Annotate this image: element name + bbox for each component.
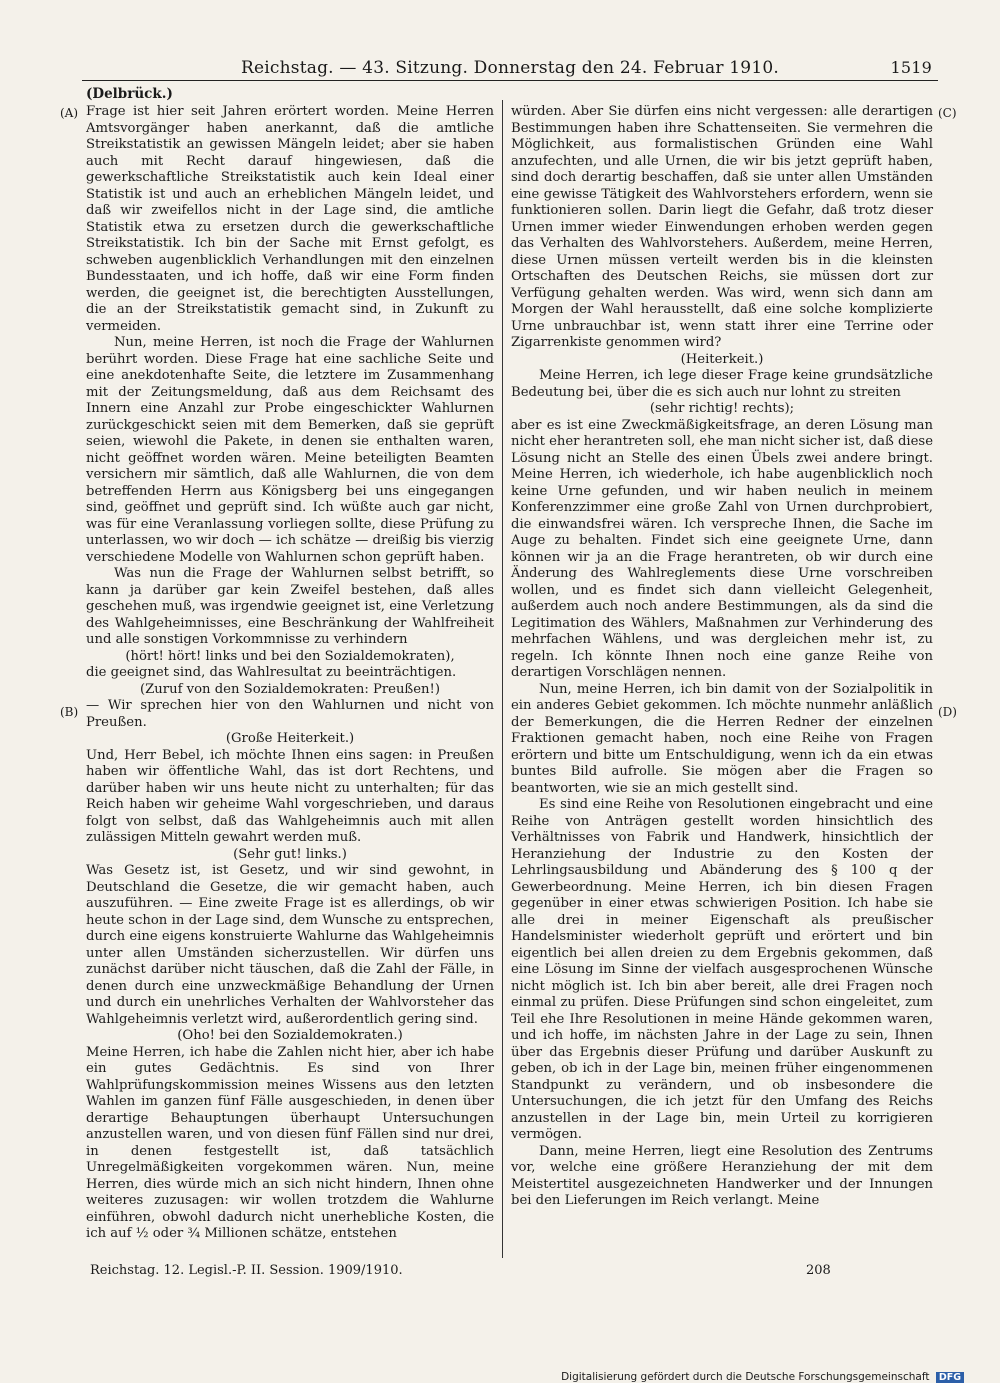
paragraph: Nun, meine Herren, ist noch die Frage der Wahlurnen berührt worden. Diese Frage hat eine sachliche Seite und eine anekdotenhafte Seite, die letztere im Zusammenhang mit der Zeitungsmeldung, daß aus dem Reichsamt des Innern eine Anzahl zur Probe eingeschickter Wahlurnen zurückgeschickt seien mit dem Bemerken, daß sie geprüft seien, wiewohl die Pakete, in denen sie enthalten waren, nicht geöffnet worden wären. Meine beteiligten Beamten versichern mir sämtlich, daß alle Wahlurnen, die von dem betreffenden Herrn aus Königsberg bei uns eingegangen sind, geöffnet und geprüft sind. Ich wüßte auch gar nicht, was für eine Veranlassung vorliegen sollte, diese Prüfung zu unterlassen, wo wir doch — ich schätze — dreißig bis vierzig verschiedene Modelle von Wahlurnen schon geprüft haben.	[86, 335, 494, 565]
header-title: Reichstag. — 43. Sitzung. Donnerstag den 24. Februar 1910.	[241, 58, 779, 78]
page-header	[82, 58, 938, 81]
paragraph: Meine Herren, ich habe die Zahlen nicht hier, aber ich habe ein gutes Gedächtnis. Es sind von Ihrer Wahlprüfungskommission meines Wissens aus den letzten Wahlen im ganzen fünf Fälle ausgeschieden, in denen über derartige Behauptungen überhaupt Untersuchungen anzustellen waren, und von diesen fünf Fällen sind nur drei, in denen festgestellt ist, daß tatsächlich Unregelmäßigkeiten vorgekommen wären. Nun, meine Herren, dies würde mich an sich nicht hindern, Ihnen ohne weiteres zuzusagen: wir wollen trotzdem die Wahlurne einführen, obwohl dadurch nicht unerhebliche Kosten, die ich auf ½ oder ¾ Millionen schätze, entstehen	[86, 1044, 494, 1241]
paragraph: aber es ist eine Zweckmäßigkeitsfrage, an deren Lösung man nicht eher herantreten soll, ehe man nicht sicher ist, daß diese Lösung nicht an Stelle des einen Übels zwei andere bringt. Meine Herren, ich wiederhole, ich habe augenblicklich noch keine Urne gefunden, und wir haben neulich in meinem Konferenzzimmer eine große Zahl von Urnen durchprobiert, die einwandsfrei wären. Ich verspreche Ihnen, die Sache im Auge zu behalten. Findet sich eine geeignete Urne, dann können wir ja an die Frage herantreten, ob wir durch eine Änderung des Wahlreglements diese Urne vorschreiben wollen, und es findet sich dann vielleicht Gelegenheit, außerdem auch noch andere Bestimmungen, als da sind die Legitimation des Wählers, Maßnahmen zur Verhinderung des mehrfachen Wählens, und was dergleichen mehr ist, zu regeln. Ich könnte Ihnen noch eine ganze Reihe von derartigen Vorschlägen nennen.	[511, 417, 933, 680]
interjection: (Sehr gut! links.)	[233, 846, 347, 862]
dfg-credit	[561, 1371, 964, 1383]
interjection: (hört! hört! links und bei den Sozialdemokraten),	[125, 648, 455, 664]
paragraph: Meine Herren, ich lege dieser Frage keine grundsätzliche Bedeutung bei, über die es sich auch nur lohnt zu streiten	[511, 368, 933, 400]
paragraph: Und, Herr Bebel, ich möchte Ihnen eins sagen: in Preußen haben wir öffentliche Wahl, das ist dort Rechtens, und darüber haben wir uns heute nicht zu unterhalten; für das Reich haben wir geheime Wahl vorgeschrieben, und daraus folgt von selbst, daß das Wahlgeheimnis auch mit allen zulässigen Mitteln gewahrt werden muß.	[86, 747, 494, 845]
page-number: 1519	[890, 58, 932, 77]
interjection: (sehr richtig! rechts);	[649, 401, 795, 416]
paragraph: Was Gesetz ist, ist Gesetz, und wir sind gewohnt, in Deutschland die Gesetze, die wir gemacht haben, auch auszuführen. — Eine zweite Frage ist es allerdings, ob wir heute schon in der Lage sind, dem Wunsche zu entsprechen, durch eine eigens konstruierte Wahlurne das Wahlgeheimnis unter allen Umständen sicherzustellen. Wir dürfen uns zunächst darüber nicht täuschen, daß die Zahl der Fälle, in denen durch eine unzweckmäßige Behandlung der Urnen und durch ein unehrliches Verhalten der Wahlvorsteher das Wahlgeheimnis verletzt wird, außerordentlich gering sind.	[86, 863, 494, 1027]
footer-session: Reichstag. 12. Legisl.-P. II. Session. 1909/1910.	[90, 1263, 403, 1278]
margin-marker-c: (C)	[938, 106, 957, 120]
paragraph: Was nun die Frage der Wahlurnen selbst betrifft, so kann ja darüber gar kein Zweifel bestehen, daß alles geschehen muß, was irgendwie geeignet ist, eine Verletzung des Wahlgeheimnisses, eine Beschränkung der Wahlfreiheit und alle sonstigen Vorkommnisse zu verhindern	[86, 566, 494, 647]
dfg-logo: DFG	[936, 1372, 964, 1383]
margin-marker-d: (D)	[938, 705, 957, 719]
interjection: (Zuruf von den Sozialdemokraten: Preußen!)	[139, 681, 440, 697]
margin-marker-a: (A)	[60, 106, 79, 120]
paragraph: — Wir sprechen hier von den Wahlurnen und nicht von Preußen.	[86, 698, 494, 730]
dfg-credit-text: Digitalisierung gefördert durch die Deutsche Forschungsgemeinschaft	[561, 1371, 930, 1383]
interjection: (Oho! bei den Sozialdemokraten.)	[177, 1028, 403, 1043]
paragraph: die geeignet sind, das Wahlresultat zu beeinträchtigen.	[86, 665, 457, 680]
left-column	[86, 104, 494, 1243]
interjection: (Große Heiterkeit.)	[225, 731, 355, 746]
interjection: (Heiterkeit.)	[680, 351, 764, 367]
paragraph: würden. Aber Sie dürfen eins nicht vergessen: alle derartigen Bestimmungen haben ihre Schattenseiten. Sie vermehren die Möglichkeit, aus formalistischen Gründen eine Wahl anzufechten, und alle Urnen, die wir bis jetzt geprüft haben, sind doch derartig beschaffen, daß sie unter allen Umständen eine gewisse Tätigkeit des Wahlvorstehers erfordern, wenn sie funktionieren sollen. Darin liegt die Gefahr, daß trotz dieser Urnen immer wieder Einwendungen erhoben werden gegen das Verhalten des Wahlvorstehers. Außerdem, meine Herren, diese Urnen müssen verteilt werden bis in die kleinsten Ortschaften des Deutschen Reichs, sie müssen dort zur Verfügung gehalten werden. Was wird, wenn sich dann am Morgen der Wahl herausstellt, daß eine solche komplizierte Urne unbrauchbar ist, wenn statt ihrer eine Terrine oder Zigarrenkiste genommen wird?	[511, 104, 933, 350]
footer-signature: 208	[806, 1263, 831, 1278]
paragraph: Nun, meine Herren, ich bin damit von der Sozialpolitik in ein anderes Gebiet gekommen. Ich möchte nunmehr anläßlich der Bemerkungen, die die Herren Redner der einzelnen Fraktionen gemacht haben, noch eine Reihe von Fragen erörtern und bitte um Entschuldigung, wenn ich da ein etwas buntes Bild aufrolle. Sie mögen aber die Fragen so beantworten, wie sie an mich gestellt sind.	[511, 681, 933, 796]
paragraph: Frage ist hier seit Jahren erörtert worden. Meine Herren Amtsvorgänger haben anerkannt, daß die amtliche Streikstatistik an gewissen Mängeln leidet; aber sie haben auch mit Recht darauf hingewiesen, daß die gewerkschaftliche Streikstatistik auch kein Ideal einer Statistik ist und auch an erheblichen Mängeln leidet, und daß wir zweifellos nicht in der Lage sind, die amtliche Statistik etwa zu ersetzen durch die gewerkschaftliche Streikstatistik. Ich bin der Sache mit Ernst gefolgt, es schweben augenblicklich Verhandlungen mit den einzelnen Bundesstaaten, und ich hoffe, daß wir eine Form finden werden, die geeignet ist, die berechtigten Ausstellungen, die an der Streikstatistik gemacht sind, in Zukunft zu vermeiden.	[86, 104, 494, 334]
paragraph: Dann, meine Herren, liegt eine Resolution des Zentrums vor, welche eine größere Heranziehung der mit dem Meistertitel ausgezeichneten Handwerker und der Innungen bei den Lieferungen im Reich verlangt. Meine	[511, 1143, 933, 1208]
column-divider	[502, 100, 503, 1258]
paragraph: Es sind eine Reihe von Resolutionen eingebracht und eine Reihe von Anträgen gestellt worden hinsichtlich des Verhältnisses von Fabrik und Handwerk, hinsichtlich der Heranziehung der Industrie zu den Kosten der Lehrlingsausbildung und Abänderung des § 100 q der Gewerbeordnung. Meine Herren, ich bin diesen Fragen gegenüber in einer etwas schwierigen Position. Ich habe sie alle drei in meiner Eigenschaft als preußischer Handelsminister wiederholt geprüft und erörtert und bin eigentlich bei allen dreien zu dem Ergebnis gekommen, daß eine Lösung im Sinne der vielfach ausgesprochenen Wünsche nicht möglich ist. Ich bin aber bereit, alle drei Fragen noch einmal zu prüfen. Diese Prüfungen sind schon eingeleitet, zum Teil ehe Ihre Resolutionen in meine Hände gekommen waren, und ich hoffe, im nächsten Jahre in der Lage zu sein, Ihnen über das Ergebnis dieser Prüfung und darüber Auskunft zu geben, ob ich in der Lage bin, meinen früher eingenommenen Standpunkt zu verändern, und ob insbesondere die Untersuchungen, die ich jetzt für den Umfang des Reichs anzustellen in der Lage bin, mein Urteil zu korrigieren vermögen.	[511, 797, 933, 1142]
speaker-name: (Delbrück.)	[86, 86, 173, 102]
right-column	[511, 104, 933, 1210]
margin-marker-b: (B)	[60, 705, 79, 719]
